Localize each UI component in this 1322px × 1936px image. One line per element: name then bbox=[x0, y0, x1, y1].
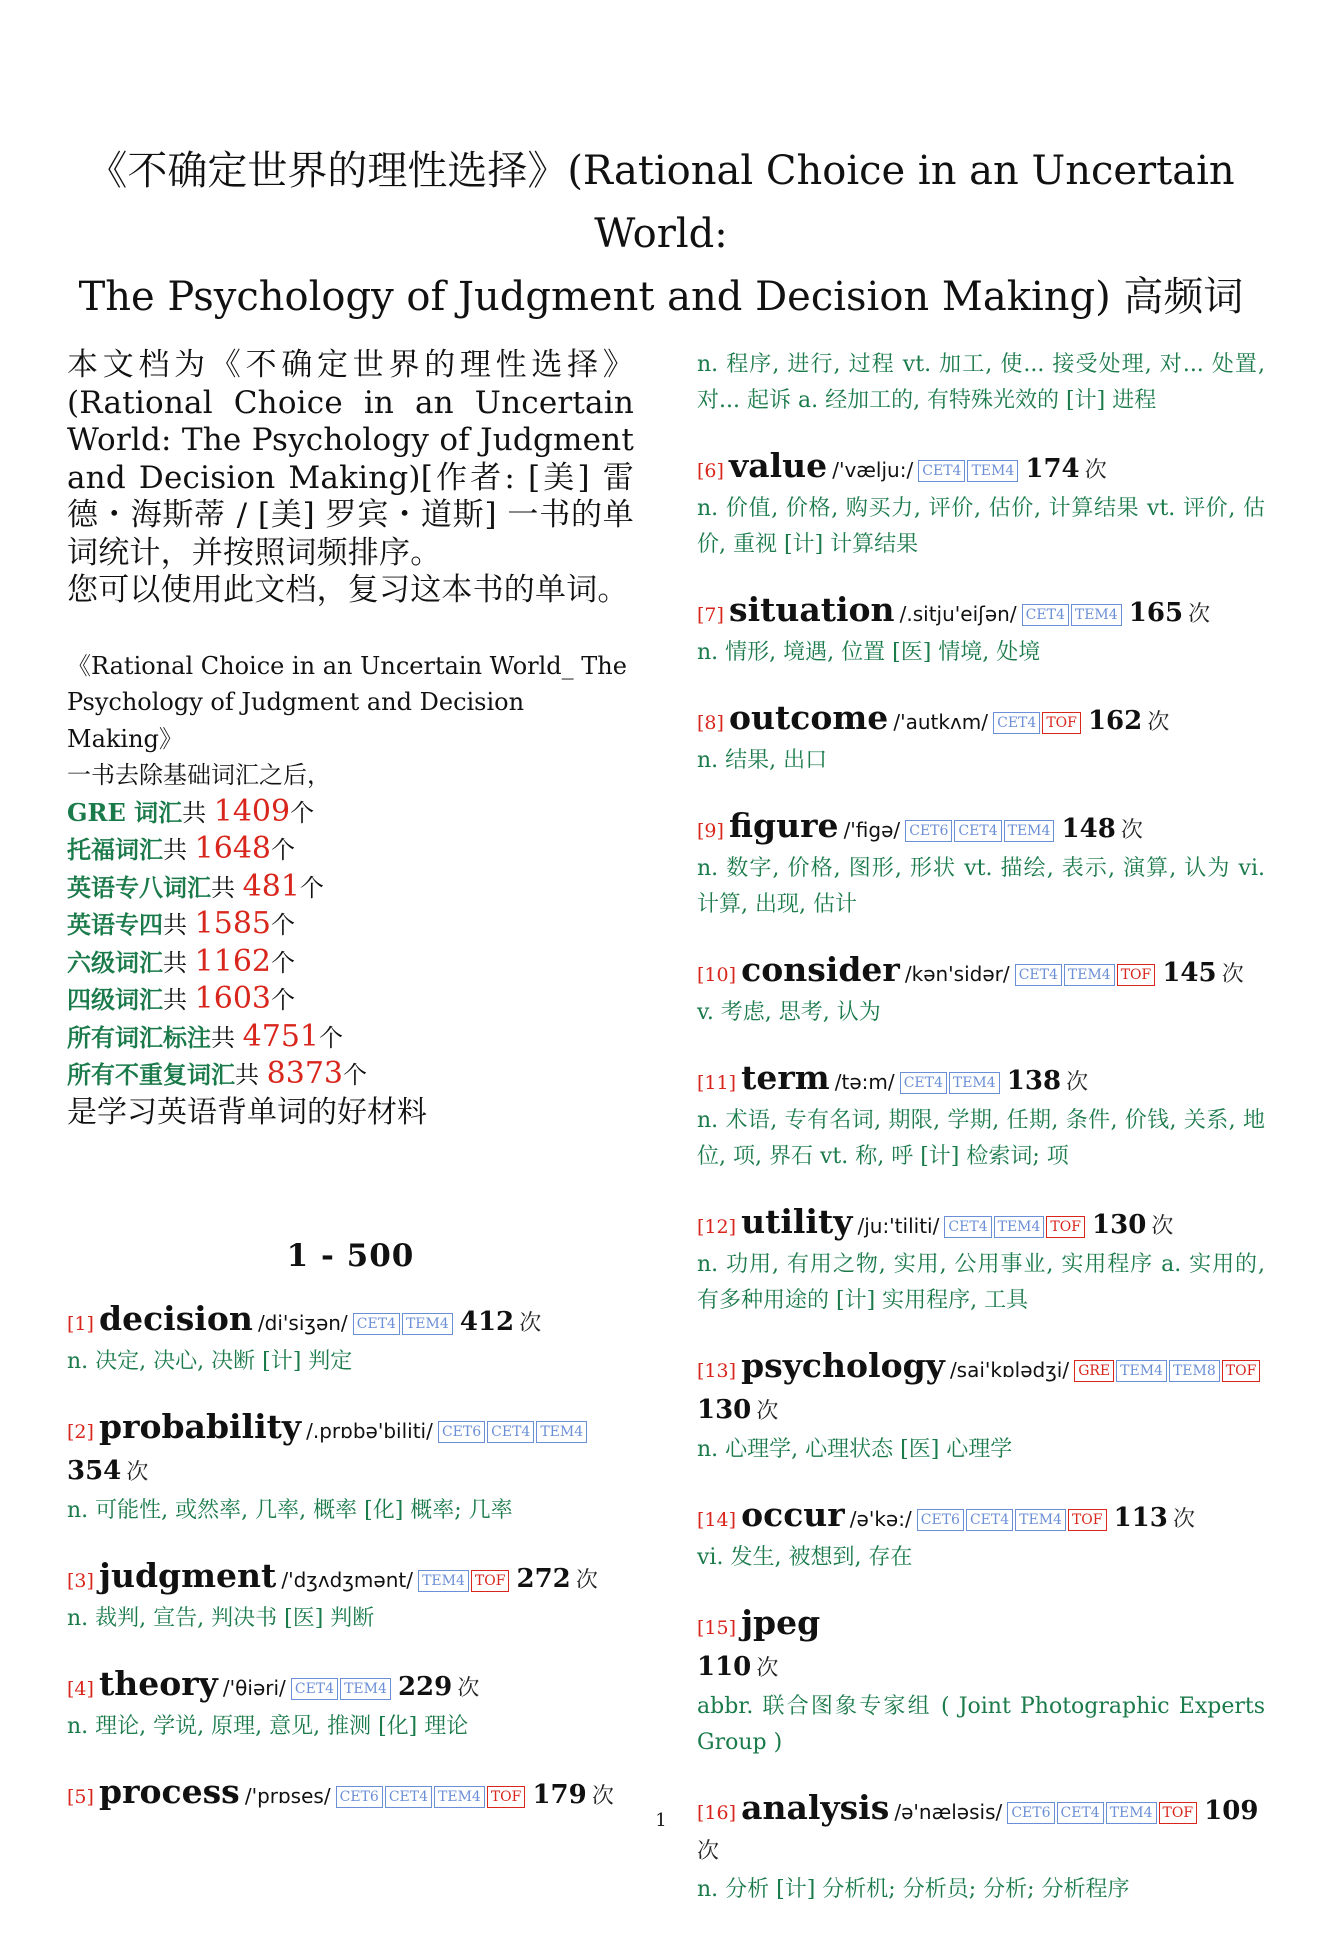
times-label: 次 bbox=[1066, 1070, 1089, 1095]
stat-label: 英语专四 bbox=[67, 910, 163, 939]
entry-index: [13] bbox=[697, 1360, 737, 1382]
stat-suffix: 个 bbox=[271, 836, 295, 864]
entry-count: 162 bbox=[1087, 706, 1143, 736]
tag-badge: TEM4 bbox=[340, 1678, 391, 1700]
entry-word: figure bbox=[729, 806, 839, 845]
entry-phonetic: /'dʒʌdʒmənt/ bbox=[281, 1567, 413, 1592]
stat-value: 1603 bbox=[194, 981, 271, 1016]
stat-row bbox=[67, 831, 634, 869]
stats-closing: 是学习英语背单词的好材料 bbox=[67, 1094, 427, 1130]
entry-count: 412 bbox=[459, 1306, 515, 1337]
entry-head bbox=[697, 447, 1265, 491]
tag-badge: CET6 bbox=[438, 1421, 485, 1443]
stat-value: 1409 bbox=[213, 793, 291, 829]
entry-word: decision bbox=[99, 1298, 253, 1338]
tag-badge: CET6 bbox=[336, 1786, 383, 1808]
tag-badge: CET4 bbox=[1057, 1802, 1104, 1824]
entries-right bbox=[697, 447, 1265, 1908]
entry-head bbox=[697, 1347, 1265, 1432]
entry-phonetic: /tə:m/ bbox=[834, 1070, 895, 1094]
entry-head bbox=[67, 1665, 634, 1709]
entry-definition: v. 考虑, 思考, 认为 bbox=[697, 1000, 881, 1025]
entry-word: probability bbox=[99, 1406, 302, 1446]
stat-label: 英语专八词汇 bbox=[67, 872, 211, 902]
entry-definition: n. 分析 [计] 分析机; 分析员; 分析; 分析程序 bbox=[697, 1877, 1130, 1902]
entry-word: judgment bbox=[99, 1555, 277, 1595]
tag-badge: CET4 bbox=[918, 460, 965, 482]
entry-index: [1] bbox=[67, 1312, 94, 1335]
tag-badge: CET6 bbox=[1007, 1802, 1054, 1824]
entry-count: 138 bbox=[1006, 1066, 1062, 1096]
stat-prefix: 共 bbox=[235, 1061, 267, 1089]
entry-phonetic: /'autkʌm/ bbox=[893, 710, 989, 734]
stat-row bbox=[67, 869, 634, 907]
tag-badge: TEM4 bbox=[1064, 964, 1115, 986]
word-entry bbox=[697, 1789, 1265, 1908]
tag-badge: TEM4 bbox=[949, 1072, 1000, 1094]
stat-prefix: 共 bbox=[163, 948, 195, 977]
intro-paragraph-1: 本文档为《不确定世界的理性选择》(Rational Choice in an Uncertain World: The Psychology of Judgment and Decision Making)[作者: [美] 雷德・海斯蒂 / [美] 罗宾・道斯] 一书的单词统计，并按照词频排序。 bbox=[67, 347, 634, 571]
entry-index: [5] bbox=[67, 1785, 94, 1808]
tag-badge: CET4 bbox=[944, 1216, 991, 1238]
entry-head bbox=[67, 1557, 634, 1601]
entry-head bbox=[697, 699, 1265, 743]
entry-definition: n. 价值, 价格, 购买力, 评价, 估价, 计算结果 vt. 评价, 估价, 重视 [计] 计算结果 bbox=[697, 496, 1265, 557]
word-entry bbox=[697, 807, 1265, 923]
word-entry bbox=[67, 1408, 634, 1529]
tag-badge: TOF bbox=[1068, 1509, 1107, 1531]
times-label: 次 bbox=[1147, 710, 1170, 735]
entries-left bbox=[67, 1300, 634, 1817]
times-label: 次 bbox=[519, 1310, 542, 1336]
entry-word: psychology bbox=[741, 1346, 945, 1385]
entry-definition: n. 心理学, 心理状态 [医] 心理学 bbox=[697, 1437, 1013, 1462]
tag-badge: TEM4 bbox=[967, 460, 1018, 482]
entry-definition: vi. 发生, 被想到, 存在 bbox=[697, 1545, 913, 1570]
stat-prefix: 共 bbox=[211, 1023, 243, 1052]
tag-badge: CET4 bbox=[385, 1786, 432, 1808]
stat-prefix: 共 bbox=[211, 873, 243, 902]
times-label: 次 bbox=[1221, 962, 1244, 987]
tag-badge: TEM4 bbox=[1106, 1802, 1157, 1824]
stats-intro-line-2: Psychology of Judgment and Decision Making》 bbox=[67, 688, 525, 753]
word-entry bbox=[697, 447, 1265, 563]
entry-head bbox=[697, 1496, 1265, 1540]
title-line-1: 《不确定世界的理性选择》(Rational Choice in an Uncertain World: bbox=[87, 148, 1235, 257]
stats-intro-line-1: 《Rational Choice in an Uncertain World_ The bbox=[67, 651, 627, 680]
tag-badge: GRE bbox=[1074, 1360, 1114, 1382]
entry-definition: n. 结果, 出口 bbox=[697, 748, 828, 773]
stat-suffix: 个 bbox=[271, 948, 295, 977]
tag-badge: TEM8 bbox=[1169, 1360, 1220, 1382]
word-entry bbox=[697, 951, 1265, 1031]
tag-badge: TEM4 bbox=[1071, 604, 1122, 626]
entry-word: jpeg bbox=[741, 1603, 821, 1642]
entry-definition: n. 裁判, 宣告, 判决书 [医] 判断 bbox=[67, 1605, 375, 1631]
entry-count: 145 bbox=[1162, 958, 1217, 988]
tag-badge: TEM4 bbox=[1015, 1509, 1066, 1531]
entry-count: 109 bbox=[1204, 1796, 1259, 1826]
tag-badge: CET4 bbox=[954, 820, 1001, 842]
entry-count: 148 bbox=[1061, 814, 1116, 844]
word-entry bbox=[67, 1557, 634, 1637]
entry-phonetic: /'vælju:/ bbox=[832, 458, 914, 482]
stat-label: 四级词汇 bbox=[67, 985, 163, 1014]
entry-index: [3] bbox=[67, 1569, 94, 1592]
tag-badge: CET4 bbox=[993, 712, 1040, 734]
entry-head bbox=[697, 1604, 1265, 1689]
entry-word: analysis bbox=[741, 1788, 890, 1827]
stat-value: 1648 bbox=[194, 831, 271, 866]
stat-suffix: 个 bbox=[290, 798, 315, 827]
stat-row bbox=[67, 981, 634, 1019]
entry-definition: n. 理论, 学说, 原理, 意见, 推测 [化] 理论 bbox=[67, 1713, 469, 1739]
entry-count: 354 bbox=[67, 1455, 122, 1486]
stat-row bbox=[67, 1019, 634, 1057]
tag-badge: CET6 bbox=[905, 820, 952, 842]
stat-value: 4751 bbox=[242, 1018, 319, 1054]
times-label: 次 bbox=[575, 1567, 598, 1593]
entry-word: process bbox=[99, 1771, 240, 1811]
word-entry bbox=[697, 699, 1265, 779]
times-label: 次 bbox=[756, 1656, 779, 1681]
entry-index: [15] bbox=[697, 1617, 737, 1639]
stat-value: 8373 bbox=[266, 1056, 343, 1091]
entry-word: theory bbox=[99, 1663, 218, 1703]
entry-word: occur bbox=[741, 1495, 845, 1534]
entry-definition: n. 可能性, 或然率, 几率, 概率 [化] 概率; 几率 bbox=[67, 1497, 513, 1523]
entry-count: 113 bbox=[1113, 1503, 1168, 1533]
stat-row bbox=[67, 794, 634, 832]
entry-index: [4] bbox=[67, 1677, 94, 1700]
tag-badge: TEM4 bbox=[1004, 820, 1055, 842]
intro bbox=[67, 347, 634, 610]
entry-index: [12] bbox=[697, 1216, 737, 1238]
word-entry bbox=[697, 1059, 1265, 1175]
stat-value: 1162 bbox=[194, 943, 271, 979]
left-column bbox=[67, 347, 634, 1845]
stat-suffix: 个 bbox=[319, 1023, 343, 1052]
stat-label: 六级词汇 bbox=[67, 947, 163, 977]
stat-value: 1585 bbox=[194, 906, 271, 941]
tag-badge: CET4 bbox=[1015, 964, 1062, 986]
tag-badge: CET4 bbox=[291, 1678, 338, 1700]
entry-index: [2] bbox=[67, 1420, 94, 1443]
word-entry bbox=[697, 1496, 1265, 1576]
entry-phonetic: /.sitju'eiʃən/ bbox=[899, 602, 1017, 626]
entry-phonetic: /ju:'tiliti/ bbox=[857, 1214, 940, 1238]
entry-head bbox=[697, 1203, 1265, 1247]
stat-prefix: 共 bbox=[182, 798, 214, 827]
right-column bbox=[697, 347, 1265, 1936]
entry-count: 229 bbox=[397, 1671, 453, 1702]
page-number: 1 bbox=[655, 1810, 667, 1831]
entry-word: situation bbox=[729, 590, 895, 629]
stats-list bbox=[67, 794, 634, 1094]
tag-badge: TEM4 bbox=[418, 1570, 469, 1592]
entry-phonetic: /ə'næləsis/ bbox=[894, 1800, 1003, 1824]
vocabulary-stats bbox=[67, 648, 634, 1132]
entry-count: 174 bbox=[1025, 454, 1080, 484]
entry-count: 165 bbox=[1128, 598, 1184, 628]
stat-prefix: 共 bbox=[163, 836, 195, 864]
stats-intro-line-3: 一书去除基础词汇之后， bbox=[67, 761, 331, 789]
tag-badge: TEM4 bbox=[536, 1421, 587, 1443]
entry-word: utility bbox=[741, 1202, 853, 1241]
times-label: 次 bbox=[697, 1839, 720, 1864]
entry-head bbox=[697, 1059, 1265, 1103]
times-label: 次 bbox=[1188, 602, 1211, 627]
word-entry bbox=[697, 1203, 1265, 1319]
entry-count: 272 bbox=[516, 1563, 571, 1594]
entry-index: [7] bbox=[697, 604, 724, 626]
entry-phonetic: /.prɒbə'biliti/ bbox=[306, 1418, 433, 1443]
word-entry bbox=[697, 1347, 1265, 1468]
entry-word: consider bbox=[741, 950, 900, 989]
entry-definition: n. 决定, 决心, 决断 [计] 判定 bbox=[67, 1348, 353, 1374]
entry-index: [10] bbox=[697, 964, 737, 986]
tag-badge: TOF bbox=[487, 1786, 526, 1808]
document-title bbox=[40, 140, 1282, 329]
tag-badge: TEM4 bbox=[402, 1313, 453, 1335]
entry-definition: n. 程序, 进行, 过程 vt. 加工, 使... 接受处理, 对... 处置, 对... 起诉 a. 经加工的, 有特殊光效的 [计] 进程 bbox=[697, 352, 1265, 413]
entry-index: [9] bbox=[697, 820, 724, 842]
tag-badge: CET6 bbox=[917, 1509, 964, 1531]
entry-head bbox=[697, 591, 1265, 635]
entry-index: [11] bbox=[697, 1072, 737, 1094]
stat-prefix: 共 bbox=[163, 911, 195, 939]
stat-label: 所有不重复词汇 bbox=[67, 1060, 235, 1089]
title-line-2: The Psychology of Judgment and Decision Making) 高频词 bbox=[78, 274, 1244, 320]
tag-badge: TEM4 bbox=[1116, 1360, 1167, 1382]
tag-badge: TOF bbox=[1046, 1216, 1085, 1238]
entry-count: 130 bbox=[1092, 1210, 1147, 1240]
tag-badge: CET4 bbox=[487, 1421, 534, 1443]
entry-definition: n. 术语, 专有名词, 期限, 学期, 任期, 条件, 价钱, 关系, 地位, 项, 界石 vt. 称, 呼 [计] 检索词; 项 bbox=[697, 1108, 1265, 1169]
stat-row bbox=[67, 906, 634, 944]
tag-badge: TOF bbox=[1117, 964, 1156, 986]
word-entry bbox=[697, 591, 1265, 671]
entry-head bbox=[697, 807, 1265, 851]
entry-index: [16] bbox=[697, 1802, 737, 1824]
entry-definition: abbr. 联合图象专家组 ( Joint Photographic Experts Group ) bbox=[697, 1694, 1265, 1755]
tag-badge: TOF bbox=[1042, 712, 1081, 734]
entry-index: [8] bbox=[697, 712, 724, 734]
tag-badge: TEM4 bbox=[434, 1786, 485, 1808]
stat-prefix: 共 bbox=[163, 986, 195, 1014]
entry-word: value bbox=[729, 446, 828, 485]
stat-value: 481 bbox=[242, 868, 300, 904]
entry-phonetic: /kən'sidər/ bbox=[904, 962, 1010, 986]
entry-phonetic: /sai'kɒlədʒi/ bbox=[949, 1358, 1070, 1382]
entry-head bbox=[67, 1408, 634, 1493]
entry-word: term bbox=[741, 1058, 830, 1097]
stat-row bbox=[67, 944, 634, 982]
stat-suffix: 个 bbox=[271, 911, 295, 939]
entry-index: [14] bbox=[697, 1509, 737, 1531]
entry-index: [6] bbox=[697, 460, 724, 482]
intro-paragraph-2: 您可以使用此文档，复习这本书的单词。 bbox=[67, 572, 629, 608]
tag-badge: TOF bbox=[1222, 1360, 1261, 1382]
word-entry bbox=[67, 1300, 634, 1380]
tag-badge: CET4 bbox=[1022, 604, 1069, 626]
stat-label: 托福词汇 bbox=[67, 835, 163, 864]
times-label: 次 bbox=[1151, 1214, 1174, 1239]
times-label: 次 bbox=[1084, 458, 1107, 483]
entry-count: 179 bbox=[532, 1779, 587, 1810]
tag-badge: CET4 bbox=[966, 1509, 1013, 1531]
times-label: 次 bbox=[126, 1459, 149, 1485]
stat-row bbox=[67, 1056, 634, 1094]
stat-label: 所有词汇标注 bbox=[67, 1022, 211, 1052]
tag-badge: CET4 bbox=[353, 1313, 400, 1335]
times-label: 次 bbox=[1120, 818, 1143, 843]
times-label: 次 bbox=[591, 1783, 614, 1809]
entry-definition: n. 情形, 境遇, 位置 [医] 情境, 处境 bbox=[697, 640, 1041, 665]
times-label: 次 bbox=[457, 1675, 480, 1701]
times-label: 次 bbox=[756, 1399, 779, 1424]
tag-badge: TEM4 bbox=[994, 1216, 1045, 1238]
entry-definition: n. 数字, 价格, 图形, 形状 vt. 描绘, 表示, 演算, 认为 vi. 计算, 出现, 估计 bbox=[697, 856, 1265, 917]
entry-definition: n. 功用, 有用之物, 实用, 公用事业, 实用程序 a. 实用的, 有多种用途的 [计] 实用程序, 工具 bbox=[697, 1252, 1265, 1313]
word-entry bbox=[697, 1604, 1265, 1761]
entry-phonetic: /'figə/ bbox=[843, 818, 901, 842]
times-label: 次 bbox=[1172, 1507, 1195, 1532]
entry-phonetic: /di'siʒən/ bbox=[257, 1310, 348, 1335]
tag-badge: TOF bbox=[471, 1570, 510, 1592]
stat-label: GRE 词汇 bbox=[67, 797, 183, 827]
stat-suffix: 个 bbox=[343, 1061, 367, 1089]
tag-badge: TOF bbox=[1159, 1802, 1198, 1824]
stat-suffix: 个 bbox=[299, 873, 324, 902]
entry-phonetic: /'prɒses/ bbox=[244, 1783, 331, 1808]
word-entry-continued bbox=[697, 347, 1265, 419]
entry-count: 110 bbox=[697, 1652, 752, 1682]
entry-head bbox=[67, 1300, 634, 1344]
entry-phonetic: /ə'kə:/ bbox=[849, 1507, 912, 1531]
entry-word: outcome bbox=[729, 698, 889, 737]
tag-badge: CET4 bbox=[900, 1072, 947, 1094]
range-title: 1 - 500 bbox=[286, 1237, 415, 1274]
entry-phonetic: /'θiəri/ bbox=[222, 1675, 286, 1700]
stat-suffix: 个 bbox=[271, 986, 295, 1014]
word-entry bbox=[67, 1665, 634, 1745]
entry-count: 130 bbox=[697, 1395, 752, 1425]
entry-head bbox=[697, 951, 1265, 995]
